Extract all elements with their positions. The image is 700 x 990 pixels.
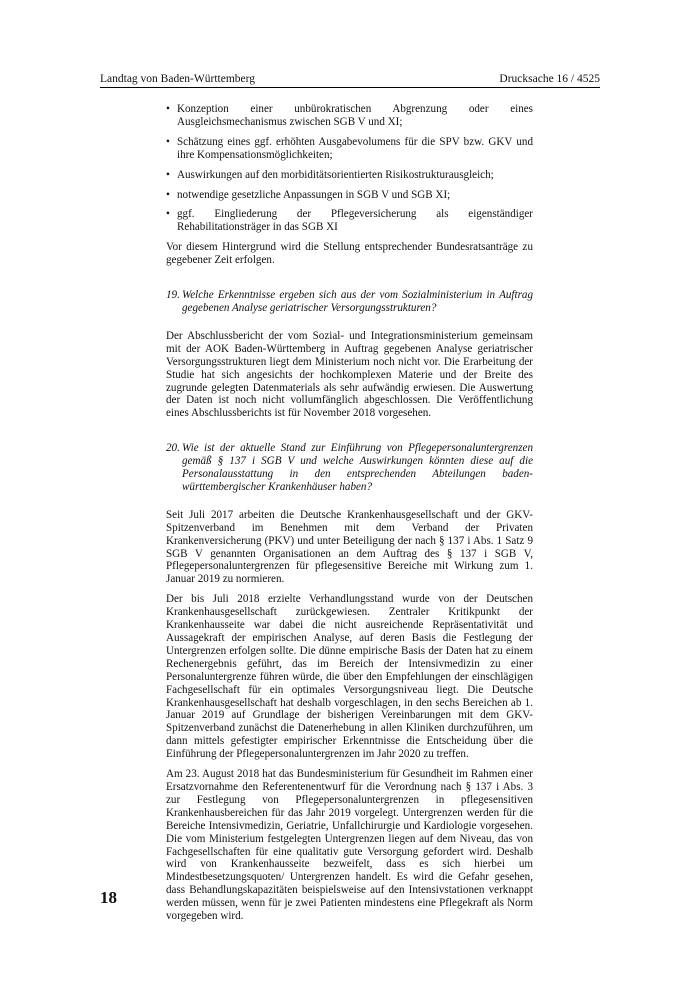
header-title: Landtag von Baden-Württemberg [100,73,255,85]
question-19 [166,289,533,315]
list-item [166,208,533,234]
list-item-text: Konzeption einer unbürokratischen Abgrenzung oder eines Ausgleichsmechanismus zwischen SGB V und XI; [177,103,533,128]
question-number: 20. [166,442,180,455]
answer-19-paragraph: Der Abschlussbericht der vom Sozial- und Integrationsministerium gemeinsam mit der AOK Baden-Württemberg in Auftrag gegebenen Analyse geriatrischer Versorgungsstrukturen liegt dem Ministerium noch nicht vor. Die Erarbeitung der Studie hat sich angesichts der hochkomplexen Materie und der Breite des zugrunde gelegten Datenmaterials als sehr aufwändig erwiesen. Die Auswertung der Daten ist noch nicht vollumfänglich abgeschlossen. Die Veröffentlichung eines Abschlussberichts ist für November 2018 vorgesehen. [166,329,533,420]
bullet-icon: • [166,188,170,201]
intro-paragraph: Vor diesem Hintergrund wird die Stellung entsprechender Bundesratsanträge zu gegebener Zeit erfolgen. [166,241,533,267]
answer-20-paragraph-3: Am 23. August 2018 hat das Bundesministerium für Gesundheit im Rahmen einer Ersatzvornahme den Referentenentwurf für die Verordnung nach § 137 i Abs. 3 zur Festlegung von Pflegepersonaluntergrenzen in pflegesensitiven Krankenhausbereichen für das Jahr 2019 vorgelegt. Untergrenzen werden für die Bereiche Intensivmedizin, Geriatrie, Unfallchirurgie und Kardiologie vorgesehen. Die vom Ministerium festgelegten Untergrenzen liegen auf dem Niveau, das von Fachgesellschaften für eine qualitativ gute Versorgung gefordert wird. Deshalb wird von Krankenhausseite bezweifelt, dass es sich hierbei um Mindestbesetzungsquoten/ Untergrenzen handelt. Es wird die Gefahr gesehen, dass Behandlungskapazitäten beispielsweise auf den Intensivstationen verknappt werden müssen, wenn für je zwei Patienten mindestens eine Pflegekraft als Norm vorgegeben wird. [166,768,533,923]
answer-20-paragraph-1: Seit Juli 2017 arbeiten die Deutsche Krankenhausgesellschaft und der GKV-Spitzenverband im Benehmen mit dem Verband der Privaten Krankenversicherung (PKV) und unter Beteiligung der nach § 137 i Abs. 1 Satz 9 SGB V genannten Organisationen an dem Auftrag des § 137 i SGB V, Pflegepersonaluntergrenzen für pflegesensitive Bereiche mit Wirkung zum 1. Januar 2019 zu normieren. [166,508,533,586]
list-item [166,169,533,182]
list-item-text: ggf. Eingliederung der Pflegeversicherung als eigenständiger Rehabilitationsträger in das SGB XI [177,208,533,234]
bullet-list [166,103,533,234]
question-text: Welche Erkenntnisse ergeben sich aus der vom Sozialministerium in Auftrag gegebenen Analyse geriatrischer Versorgungsstrukturen? [182,289,533,314]
answer-20-paragraph-2: Der bis Juli 2018 erzielte Verhandlungsstand wurde von der Deutschen Krankenhausgesellschaft zurückgewiesen. Zentraler Kritikpunkt der Krankenhausseite war dabei die nicht ausreichende Repräsentativität und Aussagekraft der empirischen Analyse, auf deren Basis die Festlegung der Untergrenzen erfolgen sollte. Die dünne empirische Basis der Daten hat zu einem Rechenergebnis geführt, das im Bereich der Intensivmedizin zu einer Personaluntergrenze führen würde, die über den Empfehlungen der einschlägigen Fachgesellschaft für ein optimales Versorgungsniveau liegt. Die Deutsche Krankenhausgesellschaft hat deshalb vorgeschlagen, in den sechs Bereichen ab 1. Januar 2019 auf Grundlage der bisherigen Vereinbarungen mit dem GKV-Spitzenverband zunächst die Datenerhebung in allen Kliniken durchzuführen, um dann mittels gefestigter empirischer Erkenntnisse die Entscheidung über die Einführung der Pflegepersonaluntergrenzen im Jahr 2020 zu treffen. [166,593,533,761]
question-20 [166,442,533,494]
page-body [166,103,533,930]
list-item-text: Schätzung eines ggf. erhöhten Ausgabevolumens für die SPV bzw. GKV und ihre Kompensationsmöglichkeiten; [177,135,533,161]
bullet-icon: • [166,135,170,148]
list-item [166,136,533,162]
list-item-text: Auswirkungen auf den morbiditätsorientierten Risikostrukturausgleich; [177,168,494,181]
bullet-icon: • [166,208,170,221]
document-number: Drucksache 16 / 4525 [499,73,600,85]
header-rule [100,87,600,88]
page-number: 18 [100,888,117,907]
page-header [100,70,600,88]
list-item [166,103,533,129]
list-item [166,189,533,202]
bullet-icon: • [166,168,170,181]
list-item-text: notwendige gesetzliche Anpassungen in SGB V und SGB XI; [177,188,451,201]
bullet-icon: • [166,103,170,115]
question-number: 19. [166,289,180,302]
question-text: Wie ist der aktuelle Stand zur Einführung von Pflegepersonaluntergrenzen gemäß § 137 i SGB V und welche Auswirkungen könnten diese auf die Personalausstattung in den entsprechenden Abteilungen baden-württembergischer Krankenhäuser haben? [182,442,533,493]
